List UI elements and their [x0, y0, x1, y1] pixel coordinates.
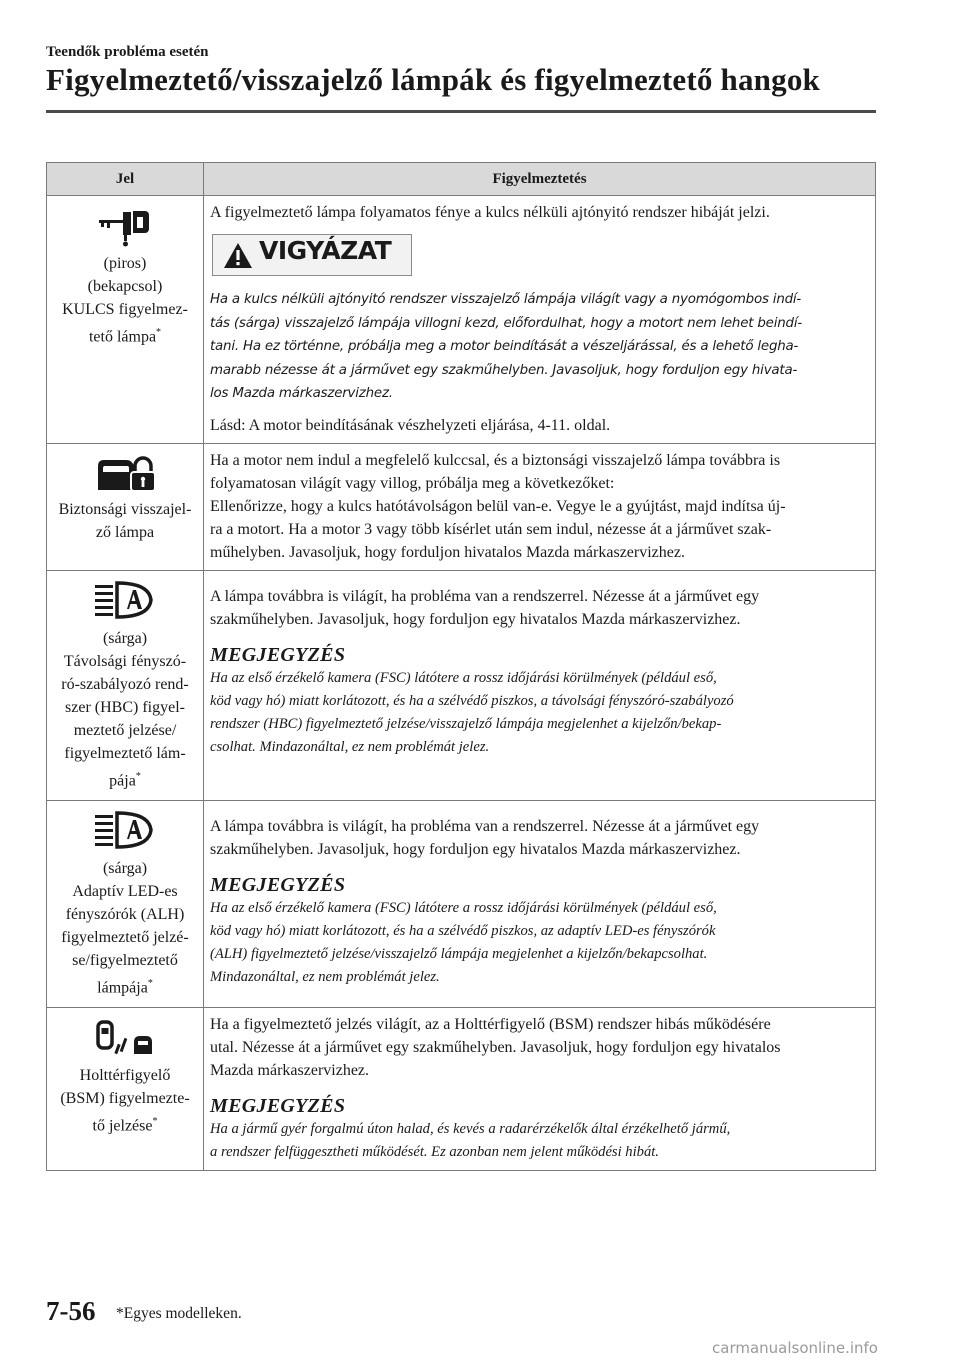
- warning-cell: [204, 800, 876, 1007]
- symbol-cell: [47, 1008, 204, 1171]
- watermark: carmanualsonline.info: [712, 1339, 878, 1357]
- column-header-symbol: Jel: [47, 163, 204, 196]
- symbol-cell: [47, 443, 204, 570]
- symbol-cell: [47, 196, 204, 444]
- table-row: [47, 800, 876, 1007]
- footnote: *Egyes modelleken.: [116, 1305, 242, 1322]
- note-heading: MEGJEGYZÉS: [210, 643, 346, 666]
- table-row: [47, 196, 876, 444]
- table-header-row: [47, 163, 876, 196]
- column-header-warning: Figyelmeztetés: [204, 163, 876, 196]
- table-row: [47, 443, 876, 570]
- section-label: Teendők probléma esetén: [46, 44, 209, 60]
- warning-text: Ha a figyelmeztető jelzés világít, az a Holttérfigyelő (BSM) rendszer hibás működésére utal. Nézesse át a járművet egy szakműhelyben. Javasoljuk, hogy forduljon egy hivatalos Mazda márkaszervizhez.: [210, 1016, 781, 1080]
- caution-text: Ha a kulcs nélküli ajtónyitó rendszer visszajelző lámpája világít vagy a nyomógombos indí- tás (sárga) visszajelző lámpája villogni kezd, előfordulhat, hogy a motort nem lehet beindí- tani. Ha ez történne, próbálja meg a motor beindítását a vészeljárással, és a lehető legha- marabb nézesse át a járművet egy szakműhelyben. Javasoljuk, hogy forduljon egy hivata- los Mazda márkaszervizhez.: [210, 292, 802, 401]
- security-lock-icon: [92, 452, 158, 494]
- note-text: Ha az első érzékelő kamera (FSC) látótere a rossz időjárási körülmények (például eső, köd vagy hó) miatt korlátozott, és ha a szélvédő piszkos, a távolsági fényszóró-szabályozó rendszer (HBC) figyelmeztető jelzése/visszajelző lámpája megjelenhet a kijelzőn/bekap- csolhat. Mindazonáltal, ez nem problémát jelez.: [210, 669, 734, 755]
- note-text: Ha a jármű gyér forgalmú úton halad, és kevés a radarérzékelők által érzékelhető jármű, a rendszer felfüggesztheti működését. Ez azonban nem jelent működési hibát.: [210, 1121, 731, 1161]
- adaptive-led-headlight-icon: [89, 809, 161, 853]
- blind-spot-monitoring-icon: [90, 1016, 160, 1060]
- note-text: Ha az első érzékelő kamera (FSC) látótere a rossz időjárási körülmények (például eső, köd vagy hó) miatt korlátozott, és ha a szélvédő piszkos, az adaptív LED-es fényszórók (ALH) figyelmeztető jelzése/visszajelző lámpája megjelenhet a kijelzőn/bekapcsolhat. Mindazonáltal, ez nem problémát jelez.: [210, 899, 717, 985]
- symbol-cell: [47, 800, 204, 1007]
- note-heading: MEGJEGYZÉS: [210, 1095, 346, 1118]
- auto-high-beam-icon: [89, 579, 161, 623]
- page-number: 7-56: [46, 1296, 96, 1326]
- warning-cell: [204, 1008, 876, 1171]
- caution-label: VIGYÁZAT: [259, 236, 392, 265]
- warning-cell: [204, 570, 876, 800]
- symbol-label: Biztonsági visszajel- ző lámpa: [58, 500, 192, 541]
- symbol-label: (sárga) Adaptív LED-es fényszórók (ALH) figyelmeztető jelzé- se/figyelmeztető lámpája*: [61, 859, 189, 997]
- warning-cell: [204, 196, 876, 444]
- warning-text: A lámpa továbbra is világít, ha probléma van a rendszerrel. Nézesse át a járművet egy szakműhelyben. Javasoljuk, hogy forduljon egy hivatalos Mazda márkaszervizhez.: [210, 817, 760, 858]
- warning-text: A figyelmeztető lámpa folyamatos fénye a kulcs nélküli ajtónyitó rendszer hibáját jelzi.: [210, 204, 770, 221]
- warning-cell: [204, 443, 876, 570]
- symbol-label: (sárga) Távolsági fényszó- ró-szabályozó rend- szer (HBC) figyel- meztető jelzése/ figyelmeztető lám- pája*: [61, 629, 189, 789]
- warning-text: A lámpa továbbra is világít, ha probléma van a rendszerrel. Nézesse át a járművet egy szakműhelyben. Javasoljuk, hogy forduljon egy hivatalos Mazda márkaszervizhez.: [210, 587, 760, 628]
- table-row: [47, 1008, 876, 1171]
- page-title: Figyelmeztető/visszajelző lámpák és figyelmeztető hangok: [46, 62, 820, 97]
- warning-triangle-icon: [223, 242, 253, 269]
- symbol-label: Holttérfigyelő (BSM) figyelmezte- tő jelzése*: [60, 1067, 190, 1135]
- title-rule: [46, 110, 876, 113]
- symbol-label: (piros) (bekapcsol) KULCS figyelmez- tető lámpa*: [62, 255, 188, 346]
- symbol-cell: [47, 570, 204, 800]
- warning-lamp-table: [46, 162, 876, 1171]
- table-row: [47, 570, 876, 800]
- note-heading: MEGJEGYZÉS: [210, 873, 346, 896]
- reference-text: Lásd: A motor beindításának vészhelyzeti eljárása, 4-11. oldal.: [210, 416, 611, 434]
- warning-text: Ha a motor nem indul a megfelelő kulccsal, és a biztonsági visszajelző lámpa továbbra is folyamatosan világít vagy villog, próbálja meg a következőket: Ellenőrizze, hogy a kulcs hatótávolságon belül van-e. Vegye le a gyújtást, majd indítsa új- ra a motort. Ha a motor 3 vagy több kísérlet után sem indul, nézesse át a járművet szak- műhelyben. Javasoljuk, hogy forduljon hivatalos Mazda márkaszervizhez.: [210, 451, 786, 561]
- caution-box: [212, 234, 412, 276]
- key-warning-icon: [93, 204, 157, 248]
